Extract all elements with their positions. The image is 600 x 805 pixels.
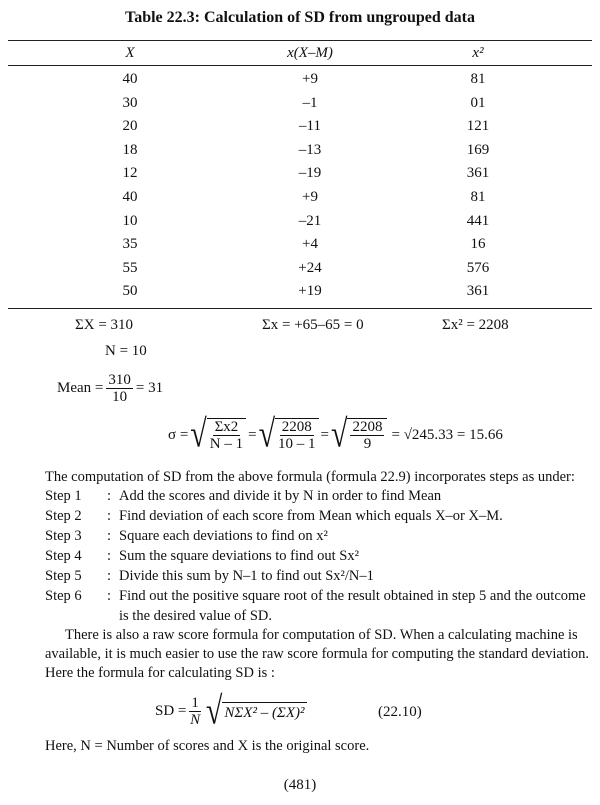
raw-formula-radical: √ NΣX² – (ΣX)² xyxy=(205,689,305,733)
table-cell: –1 xyxy=(302,94,318,111)
table-cell: +24 xyxy=(298,259,322,276)
raw-score-formula xyxy=(155,689,309,733)
mean-equation xyxy=(57,372,163,405)
table-cell: 81 xyxy=(470,71,486,87)
mean-numerator: 310 xyxy=(108,372,131,388)
table-bottom-rule xyxy=(8,308,592,309)
total-sum-deviation: Σx = +65–65 = 0 xyxy=(262,317,364,333)
mean-fraction xyxy=(106,372,133,405)
step-text: Square each deviations to find on x² xyxy=(119,528,328,544)
raw-formula-radicand: NΣX² – (ΣX)² xyxy=(222,702,306,722)
step-label: Step 3 xyxy=(45,528,82,544)
step-text: Find deviation of each score from Mean which equals X–or X–M. xyxy=(119,508,503,524)
table-top-rule xyxy=(8,40,592,41)
sigma-f2-numerator: 2208 xyxy=(281,419,312,435)
step-label: Step 6 xyxy=(45,588,82,604)
table-cell: 50 xyxy=(122,283,138,300)
intro-paragraph: The computation of SD from the above formula (formula 22.9) incorporates steps as under: xyxy=(45,469,575,485)
table-cell: 20 xyxy=(122,118,138,135)
table-header-rule xyxy=(8,65,592,66)
total-sum-square: Σx² = 2208 xyxy=(442,317,509,333)
table-cell: 121 xyxy=(466,118,490,135)
total-sum-x: ΣX = 310 xyxy=(75,317,134,333)
sigma-f3-numerator: 2208 xyxy=(352,419,383,435)
step-text: Add the scores and divide it by N in order to find Mean xyxy=(119,488,442,504)
step-label: Step 1 xyxy=(45,488,82,504)
raw-formula-lhs: SD = xyxy=(155,703,187,719)
sigma-f1-numerator: Σx2 xyxy=(214,419,239,435)
table-cell: 10 xyxy=(122,212,138,229)
table-cell: 40 xyxy=(122,189,138,205)
sigma-equation: σ = √ $\frac{\Sigma x2}{N - 1}$ = √ $\frac{2208}{10 - 1}$ = √ $\frac{2208}{9}$ = √245.33 = 15.66 xyxy=(168,412,503,456)
table-cell: 16 xyxy=(470,236,486,253)
table-cell: 40 xyxy=(122,71,138,87)
sigma-f3-denominator: 9 xyxy=(363,436,372,452)
table-cell: 441 xyxy=(466,212,490,229)
table-cell: 30 xyxy=(122,94,138,111)
table-cell: +9 xyxy=(302,189,318,205)
table-cell: +19 xyxy=(298,283,322,300)
mean-rhs: = 31 xyxy=(135,380,164,396)
page-number: (481) xyxy=(283,777,317,793)
table-cell: 81 xyxy=(470,189,486,205)
sigma-lhs: σ = xyxy=(168,426,189,443)
total-n: N = 10 xyxy=(105,343,147,359)
step-text: Find out the positive square root of the result obtained in step 5 and the outcome is the desired value of SD. xyxy=(119,588,586,624)
table-cell: –11 xyxy=(299,118,321,135)
note-paragraph: Here, N = Number of scores and X is the original score. xyxy=(45,738,370,754)
mean-denominator: 10 xyxy=(112,389,128,405)
table-title: Table 22.3: Calculation of SD from ungrouped data xyxy=(125,9,475,26)
table-cell: 361 xyxy=(466,165,490,182)
sigma-radical-1: √ $\frac{\Sigma x2}{N - 1}$ xyxy=(190,418,246,452)
raw-formula-denominator: N xyxy=(190,712,201,728)
sigma-f1-denominator: N – 1 xyxy=(209,436,244,452)
step-text: Sum the square deviations to find out Sx² xyxy=(119,548,359,564)
table-cell: –13 xyxy=(298,141,322,158)
raw-score-paragraph: There is also a raw score formula for computation of SD. When a calculating machine is available, it is much easier to use the raw score formula for computing the standard deviation. Here the formula for calculating SD is : xyxy=(45,627,589,681)
sigma-result: = √245.33 = 15.66 xyxy=(391,426,503,443)
sigma-f2-denominator: 10 – 1 xyxy=(278,436,316,452)
table-cell: 35 xyxy=(122,236,138,253)
step-text: Divide this sum by N–1 to find out Sx²/N–1 xyxy=(119,568,374,584)
column-header-x: X xyxy=(125,45,135,61)
raw-formula-fraction xyxy=(189,695,201,728)
table-cell: 55 xyxy=(122,259,138,276)
sigma-radical-2: √ $\frac{2208}{10 - 1}$ xyxy=(259,418,319,452)
table-cell: +4 xyxy=(302,236,318,253)
equation-number: (22.10) xyxy=(378,704,422,720)
step-label: Step 5 xyxy=(45,568,82,584)
sigma-radical-3: √ $\frac{2208}{9}$ xyxy=(331,418,387,452)
table-cell: 01 xyxy=(470,94,486,111)
table-cell: 576 xyxy=(466,259,490,276)
document-page: Table 22.3: Calculation of SD from ungrouped data X x(X–M) x² 40 +9 81 30 –1 01 20 –11 121 18 –13 169 12 –19 361 40 +9 81 10 –21 441 35 +4 16 55 +24 576 50 +19 361 ΣX = 310 N = 10 Σx = +65–65 = 0 Σx² = 2208 Mean = $\frac{310}{10}$ = 31 σ = √ $\frac{\Sigma x2}{N - 1}$ = √ $\frac{2208}{10 - 1}$ = √ $\frac{2208}{9}$ = √245.33 = 15.66 The computation of SD from the above formula (formula 22.9) incorporates steps as under: Step 1 : Add the scores and divide it by N in order to find Mean Step 2 : Find deviation of each score from Mean which equals X–or X–M. Step 3 : Square each deviations to find on x² Step 4 : Sum the square deviations to find out Sx² Step 5 : Divide this sum by N–1 to find out Sx²/N–1 Step 6 : Find out the positive square root of the result obtained in step 5 and the outcome is the desired value of SD. There is also a raw score formula for computation of SD. When a calculating machine is available, it is much easier to use the raw score formula for computing the standard deviation. Here the formula for calculating SD is : SD = $\frac{1}{N}$ √ NΣX² – (ΣX)² (22.10) Here, N = Number of scores and X is the original score. (481) xyxy=(0,0,600,805)
column-header-square: x² xyxy=(472,45,484,61)
raw-formula-numerator: 1 xyxy=(191,695,199,711)
table-cell: –21 xyxy=(298,212,322,229)
step-label: Step 4 xyxy=(45,548,82,564)
table-cell: –19 xyxy=(298,165,322,182)
column-header-deviation: x(X–M) xyxy=(287,45,333,61)
table-cell: +9 xyxy=(302,71,318,87)
table-cell: 169 xyxy=(466,141,490,158)
table-cell: 18 xyxy=(122,141,138,158)
step-label: Step 2 xyxy=(45,508,82,524)
table-cell: 12 xyxy=(122,165,138,182)
table-cell: 361 xyxy=(466,283,490,300)
mean-lhs: Mean = xyxy=(57,380,104,396)
